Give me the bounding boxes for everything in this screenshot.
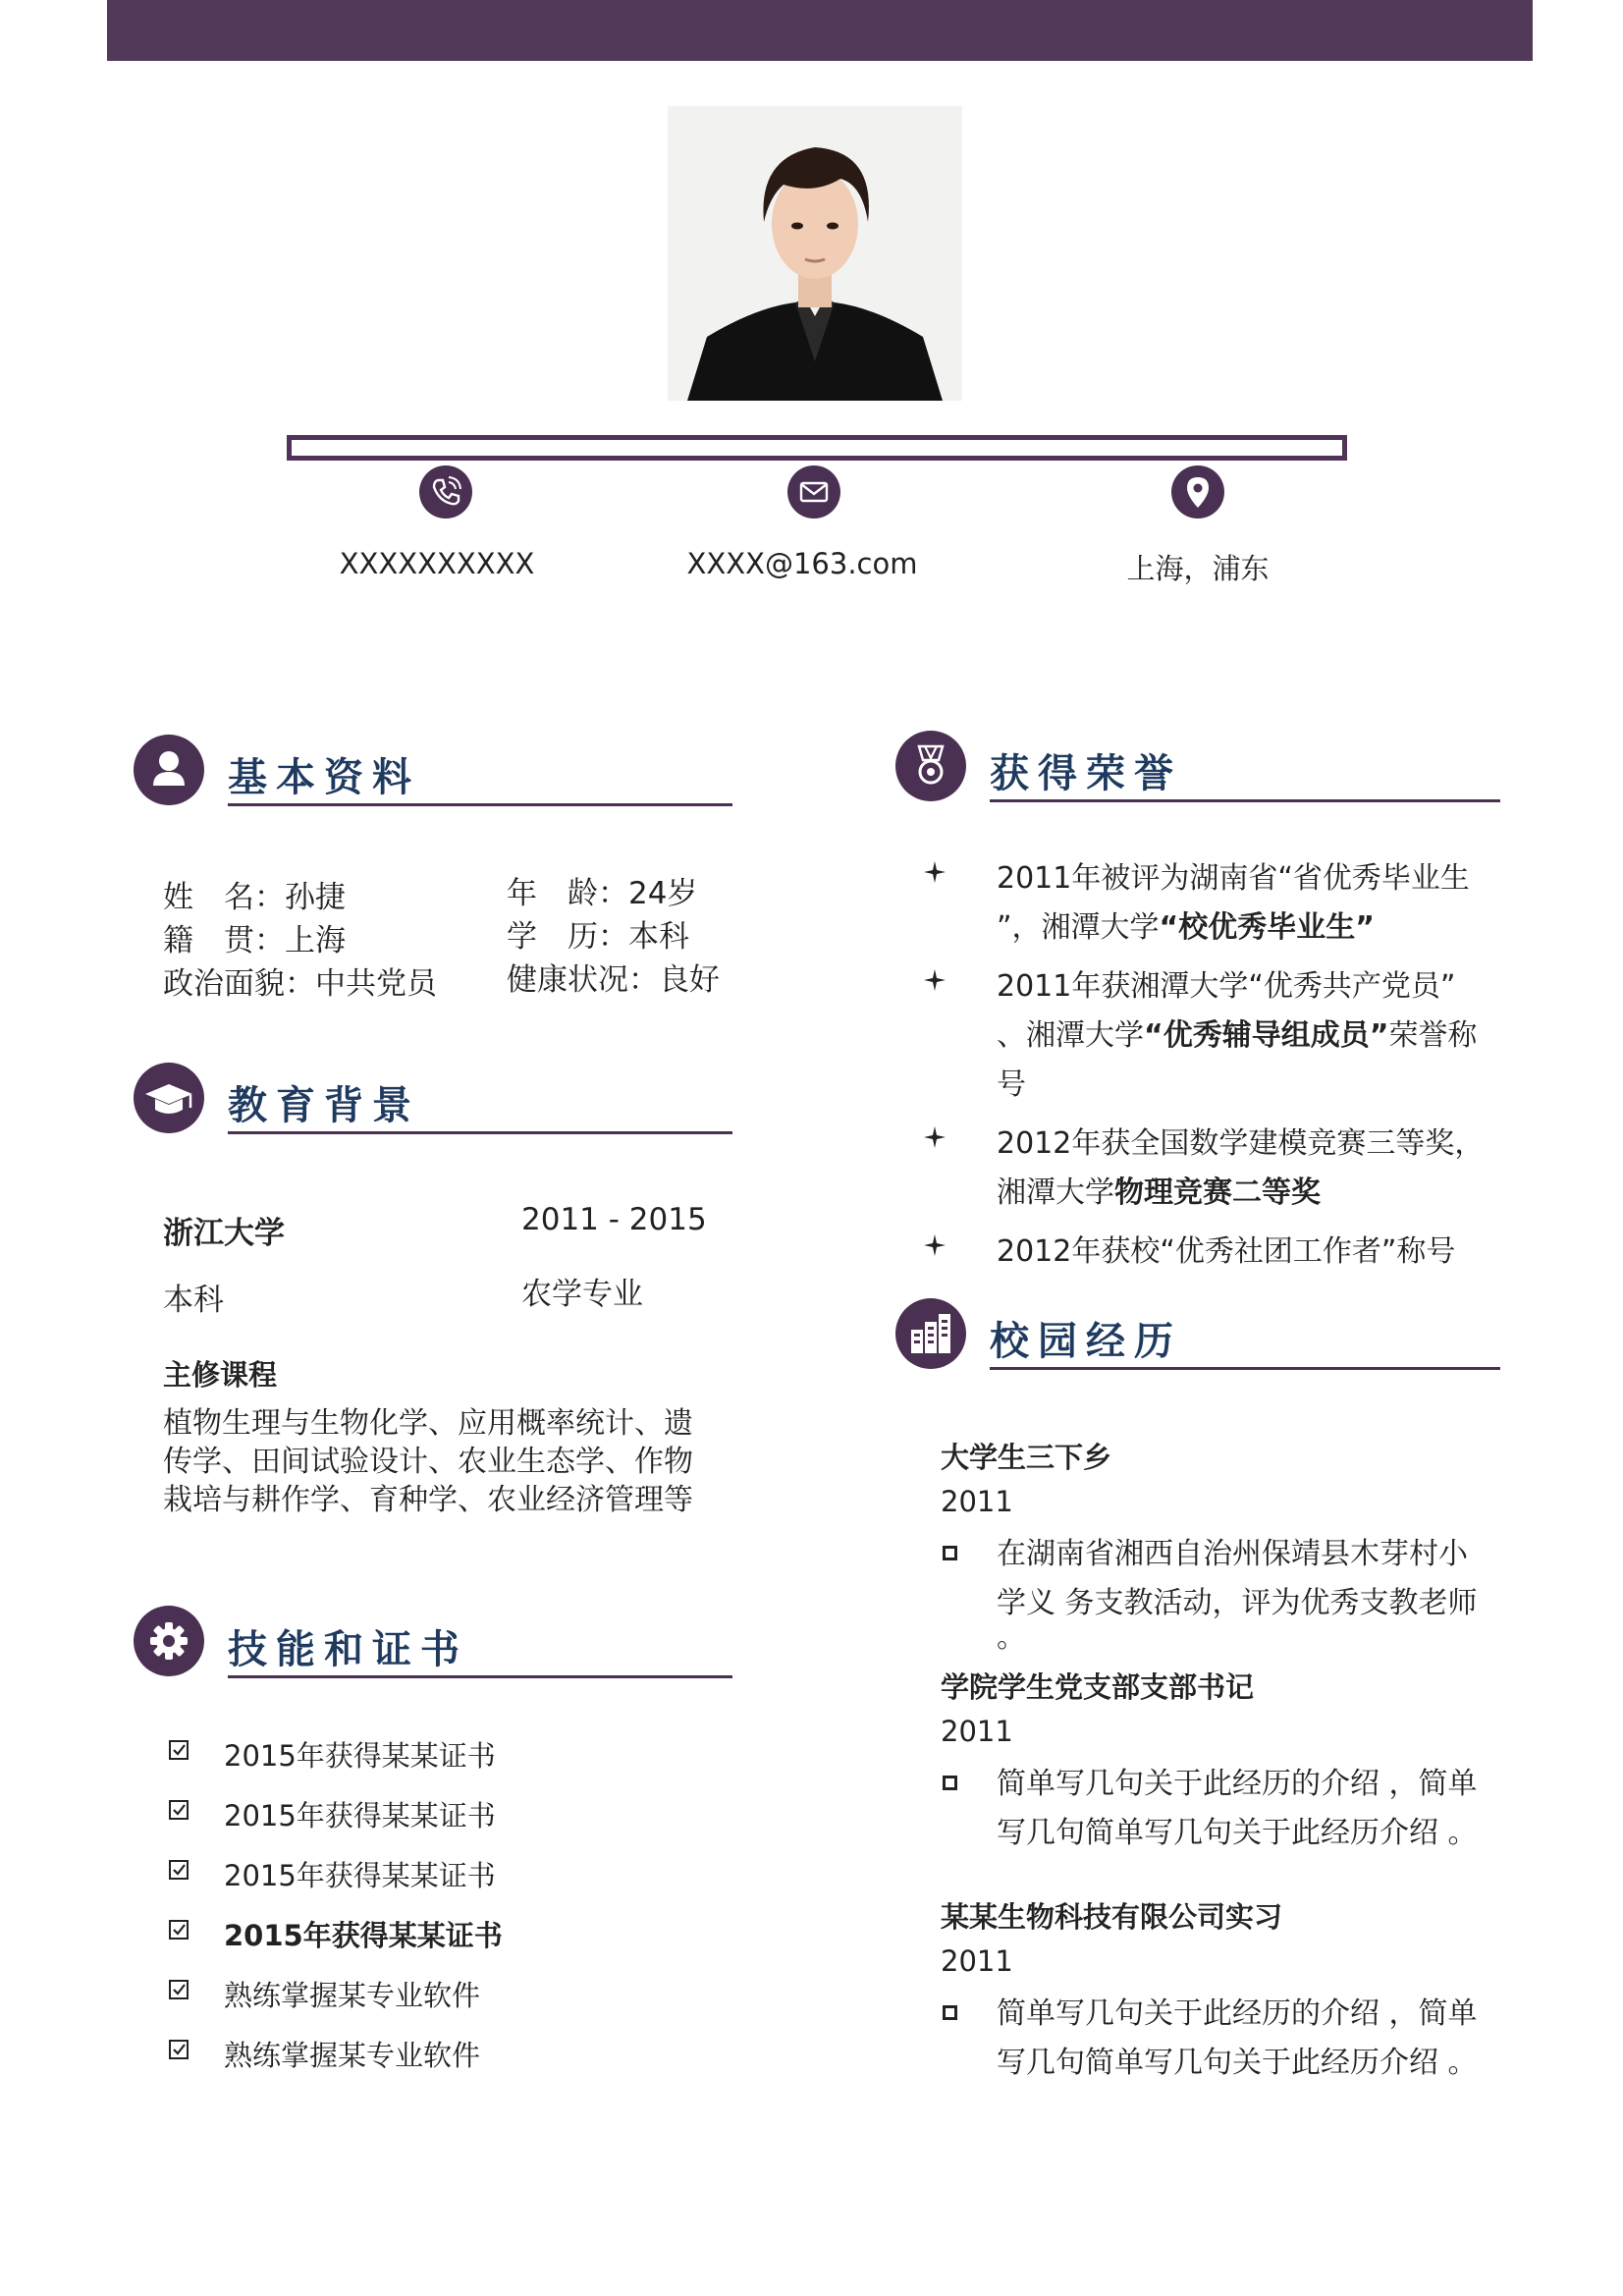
campus-item-title: 大学生三下乡 [941, 1441, 1112, 1474]
checkbox-icon [169, 1920, 189, 1940]
checkbox-icon [169, 1980, 189, 1999]
section-underline [228, 803, 732, 806]
section-underline [990, 799, 1500, 802]
campus-item-title: 某某生物科技有限公司实习 [941, 1900, 1283, 1934]
location-pin-icon [1171, 465, 1224, 519]
section-title-education: 教育背景 [228, 1083, 420, 1128]
star-bullet-icon [923, 968, 947, 992]
edu-courses-text: 植物生理与生物化学、应用概率统计、遗 传学、田间试验设计、农业生态学、作物 栽培与耕作学、育种学、农业经济管理等 [163, 1406, 693, 1517]
contact-divider-bar [287, 435, 1347, 461]
checkbox-icon [169, 2040, 189, 2059]
checkbox-icon [169, 1740, 189, 1760]
section-title-honors: 获得荣誉 [990, 751, 1182, 796]
skill-item: 2015年获得某某证书 [224, 1859, 496, 1892]
top-banner [107, 0, 1533, 61]
basic-degree-row: 学 历：本科 [507, 919, 689, 955]
contact-phone: XXXXXXXXXX [339, 547, 535, 580]
section-title-skills: 技能和证书 [228, 1627, 468, 1672]
star-bullet-icon [923, 1233, 947, 1257]
honor-item: 2012年获全国数学建模竞赛三等奖， 湘潭大学物理竞赛二等奖 [997, 1126, 1485, 1210]
campus-item-title: 学院学生党支部支部书记 [941, 1670, 1255, 1704]
basic-health-row: 健康状况：良好 [507, 962, 720, 998]
star-bullet-icon [923, 860, 947, 884]
honor-item: 2011年被评为湖南省“省优秀毕业生 ”，湘潭大学“校优秀毕业生” [997, 861, 1470, 945]
basic-age-row: 年 龄：24岁 [507, 876, 698, 911]
skill-item: 2015年获得某某证书 [224, 1739, 496, 1773]
checkbox-icon [169, 1800, 189, 1820]
star-bullet-icon [923, 1125, 947, 1149]
campus-item-year: 2011 [941, 1485, 1013, 1518]
honor-item: 2011年获湘潭大学“优秀共产党员” 、湘潭大学“优秀辅导组成员”荣誉称 号 [997, 969, 1478, 1102]
campus-item-desc: 在湖南省湘西自治州保靖县木芽村小 学义 务支教活动，评为优秀支教老师 。 [997, 1537, 1478, 1655]
honor-item: 2012年获校“优秀社团工作者”称号 [997, 1234, 1456, 1269]
section-underline [228, 1675, 732, 1678]
edu-school: 浙江大学 [163, 1216, 285, 1251]
gear-icon [134, 1606, 204, 1676]
graduation-cap-icon [134, 1063, 204, 1133]
checkbox-icon [169, 1860, 189, 1880]
contact-email: XXXX@163.com [686, 547, 918, 580]
edu-period: 2011 - 2015 [521, 1202, 707, 1237]
section-underline [990, 1367, 1500, 1370]
campus-item-desc: 简单写几句关于此经历的介绍 ，简单 写几句简单写几句关于此经历介绍 。 [997, 1767, 1478, 1850]
basic-political-row: 政治面貌：中共党员 [163, 966, 437, 1002]
square-bullet-icon [943, 2005, 957, 2020]
building-icon [895, 1298, 966, 1369]
square-bullet-icon [943, 1546, 957, 1560]
contact-location: 上海，浦东 [1126, 552, 1270, 585]
square-bullet-icon [943, 1776, 957, 1790]
profile-photo [668, 106, 962, 401]
campus-item-desc: 简单写几句关于此经历的介绍 ，简单 写几句简单写几句关于此经历介绍 。 [997, 1996, 1478, 2080]
skill-item: 熟练掌握某专业软件 [224, 1979, 481, 2012]
section-title-basic: 基本资料 [228, 755, 420, 800]
person-icon [134, 735, 204, 805]
basic-name-row: 姓 名：孙捷 [163, 880, 346, 915]
skill-item: 2015年获得某某证书 [224, 1919, 503, 1952]
medal-icon [895, 731, 966, 801]
campus-item-year: 2011 [941, 1715, 1013, 1748]
section-underline [228, 1131, 732, 1134]
skill-item: 2015年获得某某证书 [224, 1799, 496, 1832]
edu-courses-title: 主修课程 [163, 1358, 278, 1392]
edu-major: 农学专业 [521, 1277, 643, 1312]
mail-icon [787, 465, 840, 519]
edu-degree: 本科 [163, 1283, 224, 1318]
phone-icon [419, 465, 472, 519]
section-title-campus: 校园经历 [990, 1319, 1182, 1364]
basic-origin-row: 籍 贯：上海 [163, 923, 346, 958]
skill-item: 熟练掌握某专业软件 [224, 2039, 481, 2072]
campus-item-year: 2011 [941, 1944, 1013, 1978]
